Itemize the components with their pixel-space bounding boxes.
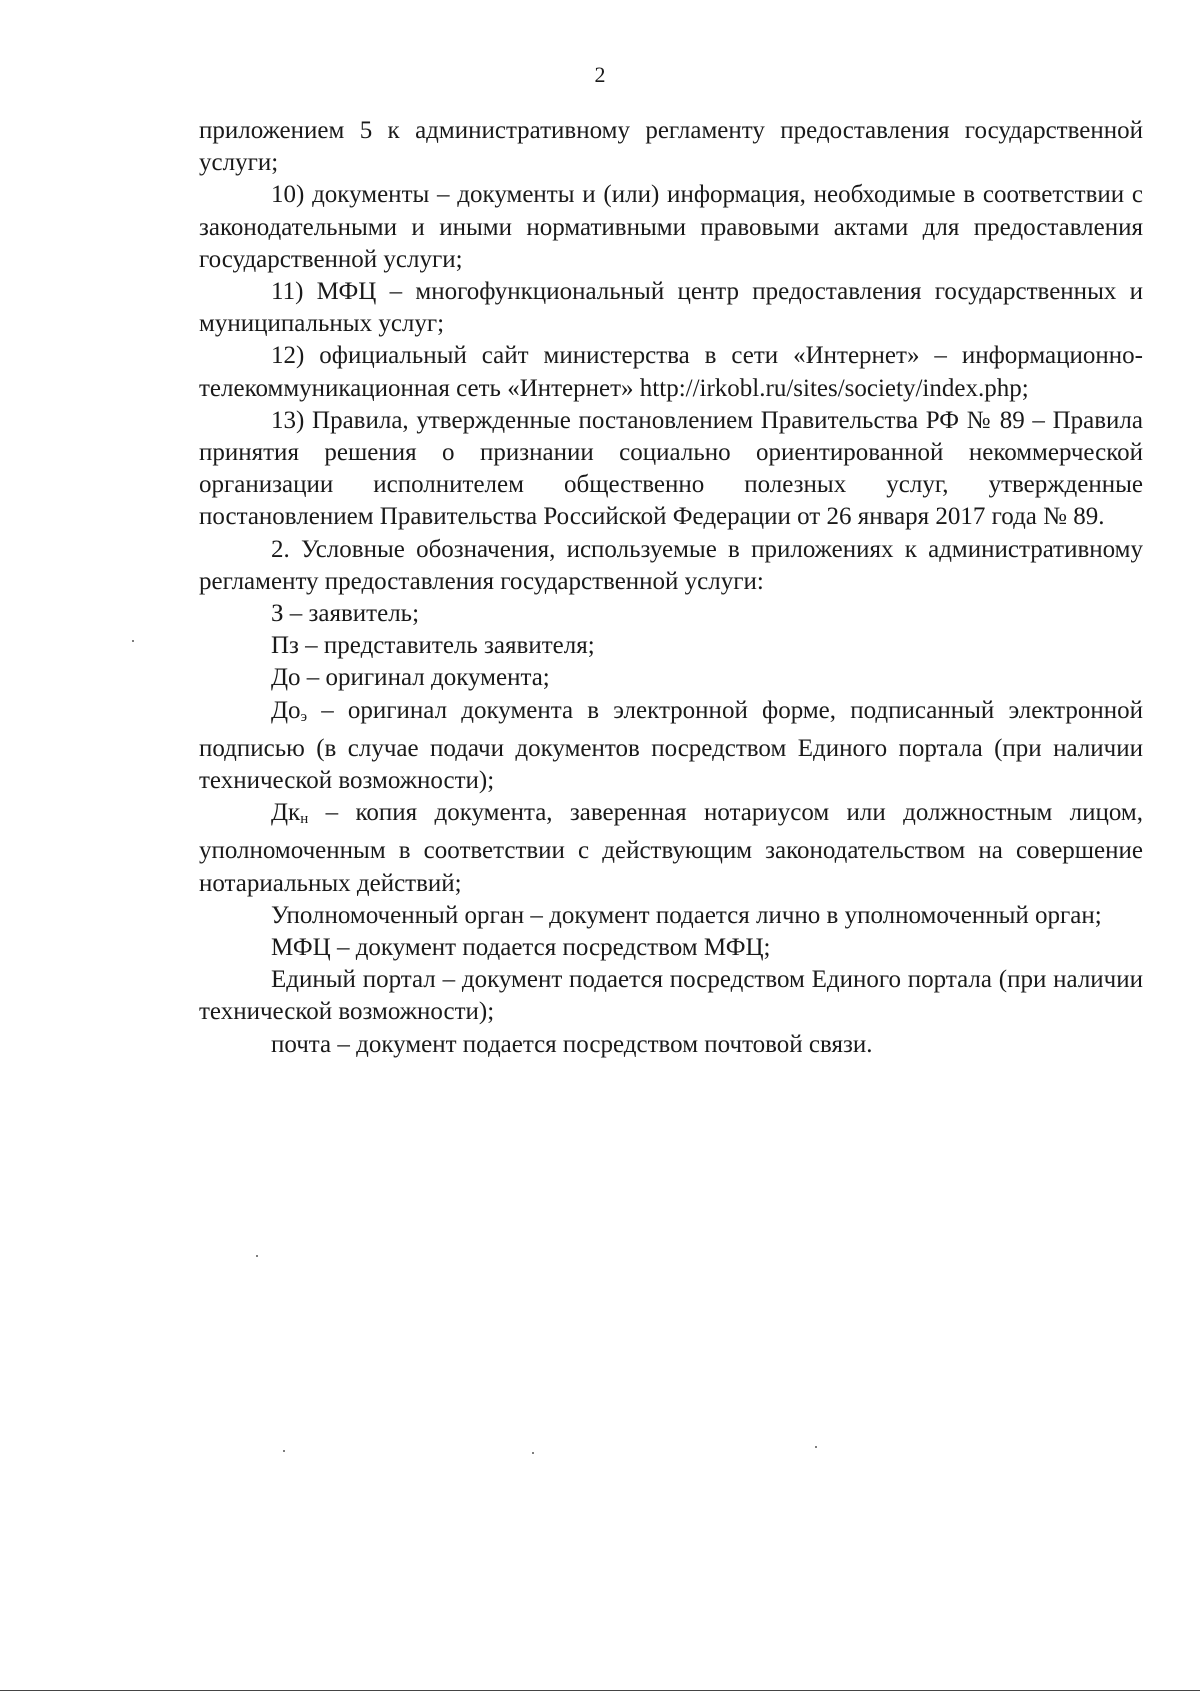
page-number: 2 [594, 62, 606, 87]
scan-speck [815, 1446, 817, 1448]
legend-abbr-subscript: н [300, 811, 309, 828]
legend-item-applicant: З – заявитель; [271, 600, 420, 628]
legend-abbr-subscript: э [300, 708, 308, 725]
legend-item-unified-portal: Единый портал – документ подается посредством Единого портала (при наличии технической возможности); [199, 966, 1143, 1026]
legend-item-original: До – оригинал документа; [271, 664, 550, 692]
legend-item-electronic-original [199, 695, 1143, 798]
legend-item-representative: Пз – представитель заявителя; [271, 632, 595, 660]
scan-bottom-edge [0, 1690, 1200, 1691]
paragraph-definition-official-site: 12) официальный сайт министерства в сети «Интернет» – информационно-телекоммуникационная сеть «Интернет» http://irkobl.ru/sites/society/index.php; [199, 342, 1143, 402]
paragraph-definition-rules: 13) Правила, утвержденные постановлением Правительства РФ № 89 – Правила принятия решения о признании социально ориентированной некоммерческой организации исполнителем общественно полезных услуг, утвержденные постановлением Правительства Российской Федерации от 26 января 2017 года № 89. [199, 406, 1143, 531]
legend-item-mfc: МФЦ – документ подается посредством МФЦ; [271, 934, 771, 962]
legend-abbr: До [271, 696, 301, 724]
document-body [199, 115, 1143, 1061]
legend-description: – копия документа, заверенная нотариусом или должностным лицом, уполномоченным в соответствии с действующим законодательством на совершение нотариальных действий; [199, 799, 1143, 897]
legend-item-mail: почта – документ подается посредством почтовой связи. [271, 1030, 873, 1058]
scan-speck [256, 1255, 258, 1257]
paragraph-symbols-intro: 2. Условные обозначения, используемые в приложениях к административному регламенту предоставления государственной услуги: [199, 535, 1143, 595]
legend-item-notarized-copy [199, 797, 1143, 900]
legend-abbr: Дк [271, 799, 301, 827]
scan-speck [283, 1450, 285, 1452]
scan-speck [532, 1452, 534, 1454]
scan-speck [132, 640, 134, 642]
paragraph-appendix-ref: приложением 5 к административному регламенту предоставления государственной услуги; [199, 117, 1143, 177]
paragraph-definition-mfc: 11) МФЦ – многофункциональный центр предоставления государственных и муниципальных услуг; [199, 278, 1143, 338]
legend-item-authorized-body: Уполномоченный орган – документ подается лично в уполномоченный орган; [271, 901, 1102, 929]
legend-description: – оригинал документа в электронной форме, подписанный электронной подписью (в случае подачи документов посредством Единого портала (при наличии технической возможности); [199, 696, 1143, 795]
paragraph-definition-documents: 10) документы – документы и (или) информация, необходимые в соответствии с законодательными и иными нормативными правовыми актами для предоставления государственной услуги; [199, 181, 1143, 273]
